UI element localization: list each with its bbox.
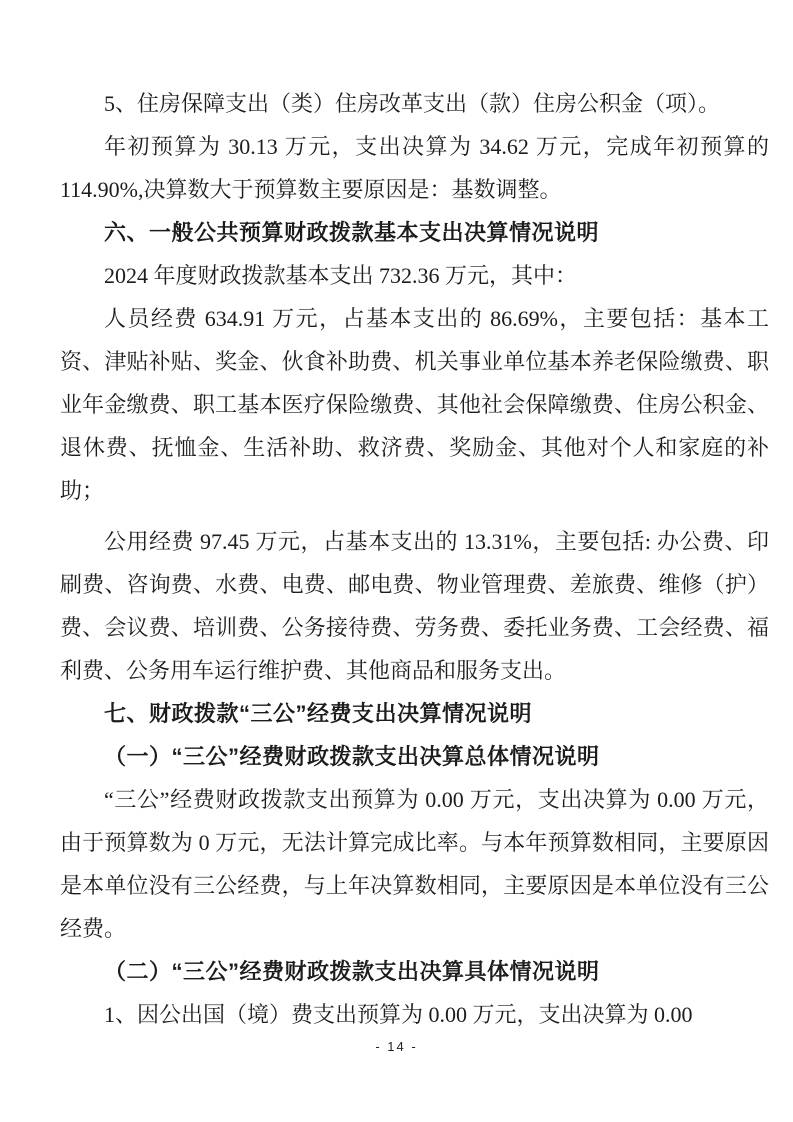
- page-number: - 14 -: [375, 1039, 418, 1054]
- section-heading: （二）“三公”经费财政拨款支出决算具体情况说明: [104, 959, 600, 984]
- section-heading: 七、财政拨款“三公”经费支出决算情况说明: [104, 701, 533, 726]
- paragraph: “三公”经费财政拨款支出预算为 0.00 万元，支出决算为 0.00 万元，由于预算数为 0 万元，无法计算完成比率。与本年预算数相同，主要原因是本单位没有三公经费，与上年决算数相同，主要原因是本单位没有三公经费。: [60, 787, 769, 941]
- paragraph: 2024 年度财政拨款基本支出 732.36 万元，其中：: [104, 263, 578, 288]
- document-content: [60, 82, 769, 1036]
- section-heading: （一）“三公”经费财政拨款支出决算总体情况说明: [104, 744, 600, 769]
- paragraph: 年初预算为 30.13 万元，支出决算为 34.62 万元，完成年初预算的 114.90%,决算数大于预算数主要原因是：基数调整。: [60, 134, 769, 202]
- paragraph: 人员经费 634.91 万元，占基本支出的 86.69%，主要包括：基本工资、津贴补贴、奖金、伙食补助费、机关事业单位基本养老保险缴费、职业年金缴费、职工基本医疗保险缴费、其他社会保障缴费、住房公积金、退休费、抚恤金、生活补助、救济费、奖励金、其他对个人和家庭的补助；: [60, 306, 769, 503]
- paragraph: 1、因公出国（境）费支出预算为 0.00 万元，支出决算为 0.00: [104, 1002, 693, 1027]
- paragraph: 5、住房保障支出（类）住房改革支出（款）住房公积金（项）。: [104, 91, 721, 116]
- section-heading: 六、一般公共预算财政拨款基本支出决算情况说明: [104, 220, 600, 245]
- paragraph: 公用经费 97.45 万元，占基本支出的 13.31%，主要包括: 办公费、印刷费、咨询费、水费、电费、邮电费、物业管理费、差旅费、维修（护）费、会议费、培训费、公务接待费、劳务费、委托业务费、工会经费、福利费、公务用车运行维护费、其他商品和服务支出。: [60, 529, 769, 683]
